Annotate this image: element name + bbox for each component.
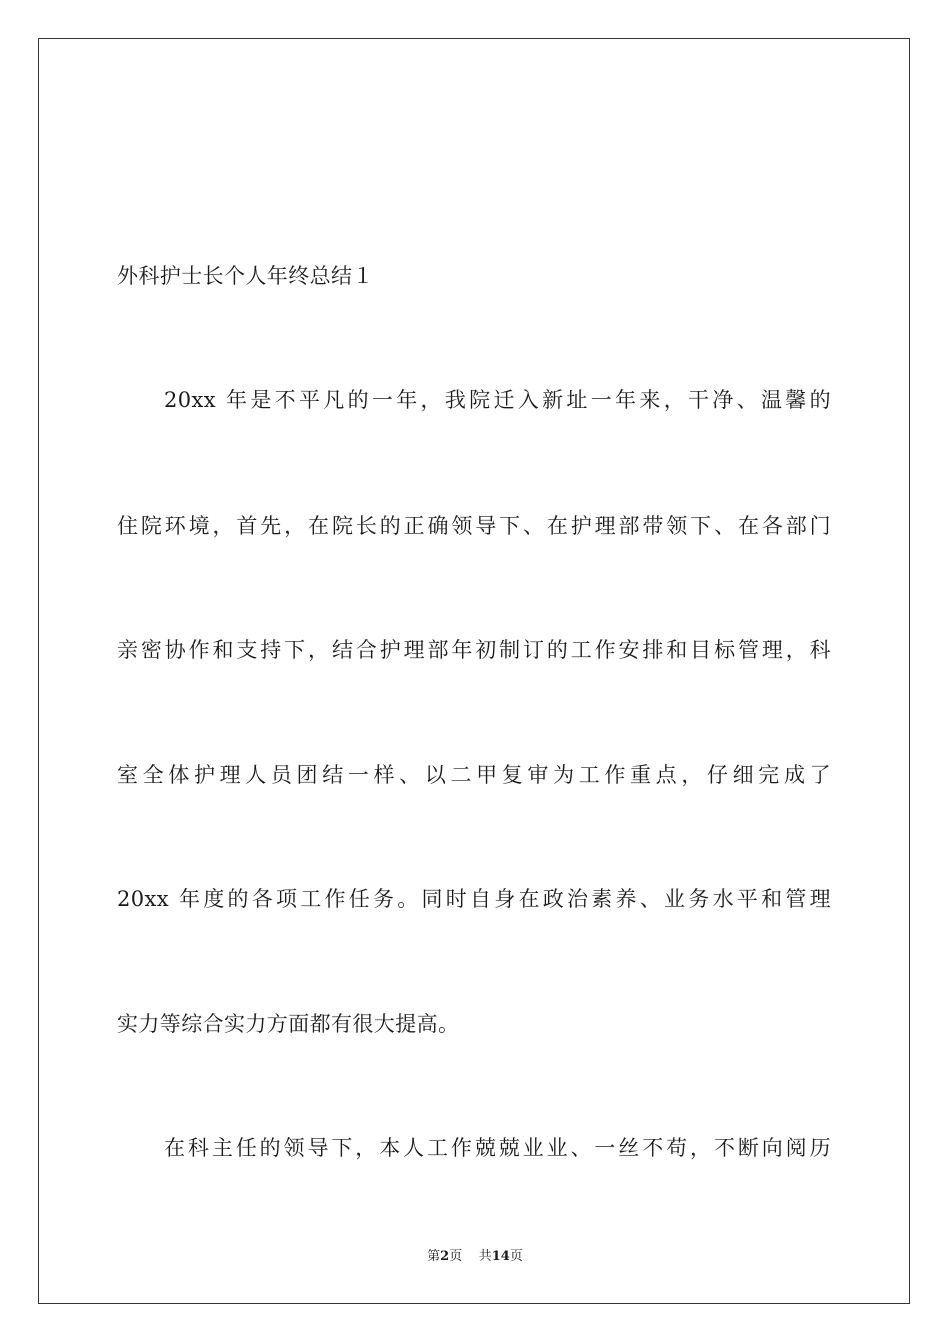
footer-page-current: 2 (440, 1249, 450, 1264)
page-footer (0, 1248, 950, 1266)
paragraph-1-line-2: 住院环境，首先，在院长的正确领导下、在护理部带领下、在各部门 (117, 514, 831, 538)
footer-total-prefix: 共 (478, 1249, 492, 1264)
footer-page-unit: 页 (449, 1249, 463, 1264)
paragraph-1-line-1: 20xx 年是不平凡的一年，我院迁入新址一年来，干净、温馨的 (164, 388, 831, 412)
document-heading: 外科护士长个人年终总结１ (117, 264, 374, 288)
footer-total-unit: 页 (509, 1249, 523, 1264)
page-border (38, 38, 910, 1304)
paragraph-1-line-3: 亲密协作和支持下，结合护理部年初制订的工作安排和目标管理，科 (117, 638, 831, 662)
paragraph-1-line-4: 室全体护理人员团结一样、以二甲复审为工作重点，仔细完成了 (117, 763, 831, 787)
footer-page-prefix: 第 (427, 1249, 441, 1264)
paragraph-2-line-1: 在科主任的领导下，本人工作兢兢业业、一丝不苟，不断向阅历 (164, 1136, 831, 1160)
paragraph-1-line-5: 20xx 年度的各项工作任务。同时自身在政治素养、业务水平和管理 (117, 887, 831, 911)
footer-page-total: 14 (491, 1249, 510, 1264)
paragraph-1-line-6: 实力等综合实力方面都有很大提高。 (117, 1012, 460, 1036)
